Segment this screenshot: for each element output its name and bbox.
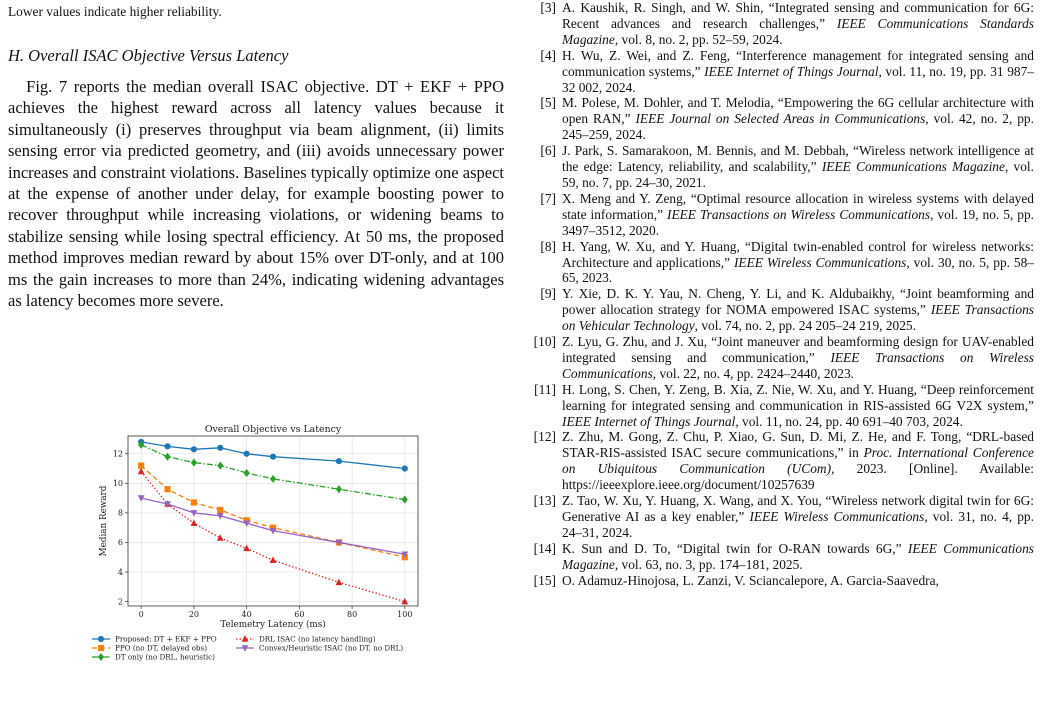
- reference-authors-title: K. Sun and D. To, “Digital twin for O-RAN towards 6G,”: [562, 540, 908, 556]
- data-point: [217, 445, 223, 451]
- reference-venue: IEEE Transactions on Wireless Communications: [562, 349, 1035, 381]
- previous-paragraph-end: Lower values indicate higher reliability.: [8, 4, 222, 19]
- reference-details: , vol. 30, no. 5, pp. 58–65, 2023.: [562, 254, 1034, 286]
- reference-details: , vol. 74, no. 2, pp. 24 205–24 219, 2025.: [694, 318, 916, 334]
- data-point: [217, 462, 223, 470]
- reference-item: [528, 286, 1034, 334]
- series-1: [138, 439, 408, 472]
- data-point: [164, 443, 170, 449]
- y-tick-label: 8: [117, 508, 123, 518]
- reference-venue: IEEE Wireless Communications: [749, 509, 925, 524]
- reference-venue: IEEE Communications Standards Magazine: [562, 15, 1034, 47]
- figure-7: [88, 419, 438, 662]
- data-point: [138, 468, 145, 475]
- reference-details: , 2023. [Online]. Available: https://ieeexplore.ieee.org/document/10257639: [562, 461, 1034, 493]
- legend-label: DT only (no DRL, heuristic): [115, 652, 215, 662]
- x-tick-label: 60: [294, 610, 305, 619]
- reference-number: [ 12 ]: [528, 429, 556, 445]
- legend-entry: [92, 653, 215, 662]
- section-heading: H. Overall ISAC Objective Versus Latency: [8, 46, 289, 65]
- reference-number: [ 7 ]: [528, 191, 556, 207]
- data-point: [138, 462, 144, 468]
- data-point: [164, 486, 170, 492]
- data-point: [217, 507, 223, 513]
- data-point: [402, 465, 408, 471]
- reference-details: , vol. 11, no. 19, pp. 31 987–32 002, 2024.: [562, 63, 1034, 95]
- reference-item: [528, 143, 1034, 191]
- left-column: [8, 0, 504, 311]
- reference-item: [528, 48, 1034, 96]
- x-tick-label: 0: [138, 610, 144, 619]
- reference-details: , vol. 63, no. 3, pp. 174–181, 2025.: [614, 556, 803, 572]
- reference-details: , vol. 31, no. 4, pp. 24–31, 2024.: [562, 509, 1034, 540]
- reference-item: [528, 95, 1034, 143]
- data-point: [190, 519, 197, 526]
- references-column: [528, 0, 1034, 589]
- reference-item: [528, 429, 1034, 493]
- legend-label: PPO (no DT, delayed obs): [115, 643, 208, 653]
- reference-authors-title: M. Polese, M. Dohler, and T. Melodia, “Empowering the 6G cellular architecture with open RAN,”: [562, 95, 1034, 127]
- reference-venue: IEEE Communications Magazine: [562, 540, 1034, 572]
- reference-details: , vol. 11, no. 24, pp. 40 691–40 703, 2024.: [735, 413, 963, 429]
- x-tick-label: 40: [241, 610, 252, 619]
- legend-marker: [98, 645, 104, 651]
- y-tick-label: 10: [112, 479, 123, 489]
- reference-number: [ 14 ]: [528, 541, 556, 557]
- reference-number: [ 11 ]: [528, 382, 556, 398]
- y-tick-label: 4: [117, 567, 123, 577]
- reference-number: [ 4 ]: [528, 48, 556, 64]
- reference-details: , vol. 22, no. 4, pp. 2424–2440, 2023.: [652, 365, 854, 381]
- y-tick-label: 2: [117, 597, 123, 607]
- data-point: [270, 475, 276, 483]
- reference-number: [ 15 ]: [528, 573, 556, 589]
- data-point: [335, 579, 342, 586]
- legend-entry: [236, 635, 376, 644]
- reference-authors-title: Z. Lyu, G. Zhu, and J. Xu, “Joint maneuver and beamforming design for UAV-enabled integrated sensing and communication,”: [562, 334, 1034, 365]
- legend-marker: [98, 653, 104, 661]
- reference-number: [ 10 ]: [528, 334, 556, 350]
- data-point: [336, 458, 342, 464]
- reference-number: [ 6 ]: [528, 143, 556, 159]
- data-point: [244, 469, 250, 477]
- reference-details: , vol. 42, no. 2, pp. 245–259, 2024.: [562, 111, 1034, 143]
- reference-venue: IEEE Communications Magazine: [821, 159, 1005, 175]
- data-point: [191, 459, 197, 467]
- legend-entry: [92, 644, 207, 653]
- reference-venue: IEEE Journal on Selected Areas in Communications: [635, 111, 926, 127]
- legend-marker: [98, 636, 104, 642]
- legend-entry: [236, 644, 403, 653]
- reference-item: [528, 334, 1034, 382]
- reference-venue: IEEE Wireless Communications: [733, 254, 907, 270]
- reference-item: [528, 382, 1034, 430]
- reference-item: [528, 493, 1034, 541]
- reference-venue: IEEE Transactions on Wireless Communications: [666, 206, 931, 222]
- reference-details: , vol. 19, no. 5, pp. 3497–3512, 2020.: [562, 206, 1034, 238]
- legend-label: DRL ISAC (no latency handling): [259, 634, 376, 644]
- reference-list: [528, 0, 1034, 589]
- x-tick-label: 80: [346, 610, 358, 619]
- data-point: [191, 446, 197, 452]
- legend-entry: [92, 635, 217, 644]
- reference-authors-title: Y. Xie, D. K. Y. Yau, N. Cheng, Y. Li, and K. Aldubaikhy, “Joint beamforming and power allocation strategy for NOMA empowered ISAC systems,”: [562, 286, 1034, 318]
- reference-item: [528, 191, 1034, 239]
- y-axis-label: Median Reward: [99, 485, 109, 557]
- plot-frame: [128, 436, 418, 606]
- series-3: [138, 441, 408, 504]
- reference-details: , vol. 8, no. 2, pp. 52–59, 2024.: [614, 31, 783, 47]
- x-tick-label: 20: [188, 610, 200, 619]
- x-tick-label: 100: [397, 610, 413, 619]
- series-4: [138, 468, 408, 605]
- reference-venue: IEEE Internet of Things Journal: [562, 413, 736, 429]
- reference-number: [ 13 ]: [528, 493, 556, 509]
- reference-authors-title: Z. Tao, W. Xu, Y. Huang, X. Wang, and X. You, “Wireless network digital twin for 6G: Generative AI as a key enabler,”: [562, 493, 1034, 524]
- data-point: [244, 451, 250, 457]
- reference-number: [ 8 ]: [528, 239, 556, 255]
- reference-venue: IEEE Transactions on Vehicular Technology: [562, 302, 1034, 334]
- reference-number: [ 5 ]: [528, 95, 556, 111]
- data-point: [270, 556, 277, 563]
- reference-authors-title: H. Wu, Z. Wei, and Z. Feng, “Interference management for integrated sensing and communication systems,”: [562, 47, 1034, 79]
- reference-item: [528, 573, 1034, 589]
- series-line: [141, 471, 405, 601]
- reference-item: [528, 541, 1034, 573]
- y-tick-label: 12: [112, 449, 123, 459]
- reference-item: [528, 239, 1034, 287]
- data-point: [270, 454, 276, 460]
- chart-title: Overall Objective vs Latency: [204, 424, 342, 435]
- data-point: [217, 534, 224, 541]
- reference-details: , vol. 59, no. 7, pp. 24–30, 2021.: [562, 159, 1035, 190]
- series-line: [141, 445, 405, 500]
- reference-venue: Proc. International Conference on Ubiquitous Communication (UCom): [562, 445, 1035, 477]
- reference-authors-title: A. Kaushik, R. Singh, and W. Shin, “Integrated sensing and communication for 6G: Recent advances and research challenges,”: [562, 0, 1034, 31]
- line-chart: [88, 419, 438, 662]
- data-point: [336, 485, 342, 493]
- reference-authors-title: X. Meng and Y. Zeng, “Optimal resource allocation in wireless systems with delayed state information,”: [562, 190, 1034, 222]
- reference-authors-title: Z. Zhu, M. Gong, Z. Chu, P. Xiao, G. Sun, D. Mi, Z. He, and F. Tong, “DRL-based STAR-RIS-assisted ISAC secure communications,” in: [562, 429, 1034, 461]
- reference-item: [528, 0, 1034, 48]
- reference-venue: IEEE Internet of Things Journal: [704, 63, 879, 79]
- reference-authors-title: H. Long, S. Chen, Y. Zeng, B. Xia, Z. Nie, W. Xu, and Y. Huang, “Deep reinforcement learning for integrated sensing and communication in RIS-assisted 6G V2X system,”: [562, 381, 1034, 413]
- reference-authors-title: H. Yang, W. Xu, and Y. Huang, “Digital twin-enabled control for wireless networks: Architecture and applications,”: [562, 238, 1034, 270]
- legend-label: Proposed: DT + EKF + PPO: [115, 634, 217, 644]
- legend-label: Convex/Heuristic ISAC (no DT, no DRL): [259, 643, 404, 653]
- body-paragraph: Fig. 7 reports the median overall ISAC objective. DT + EKF + PPO achieves the highest reward across all latency values because it simultaneously (i) preserves throughput via beam alignment, (ii) limits sensing error via predicted geometry, and (iii) avoids unnecessary power increases and constraint violations. Baselines typically optimize one aspect at the expense of another under delay, for example boosting power to recover throughput while increasing violations, or widening beams to stabilize sensing while losing spectral efficiency. At 50 ms, the proposed method improves median reward by about 15% over DT-only, and at 100 ms the gain increases to more than 24%, indicating widening advantages as latency becomes more severe.: [8, 77, 504, 311]
- x-axis-label: Telemetry Latency (ms): [220, 620, 326, 630]
- data-point: [191, 499, 197, 505]
- data-point: [402, 496, 408, 504]
- reference-number: [ 9 ]: [528, 286, 556, 302]
- reference-authors-title: O. Adamuz-Hinojosa, L. Zanzi, V. Sciancalepore, A. Garcia-Saavedra,: [562, 572, 939, 588]
- reference-number: [ 3 ]: [528, 0, 556, 16]
- y-tick-label: 6: [117, 538, 123, 548]
- reference-authors-title: J. Park, S. Samarakoon, M. Bennis, and M. Debbah, “Wireless network intelligence at the edge: Latency, reliability, and scalability,”: [562, 143, 1034, 175]
